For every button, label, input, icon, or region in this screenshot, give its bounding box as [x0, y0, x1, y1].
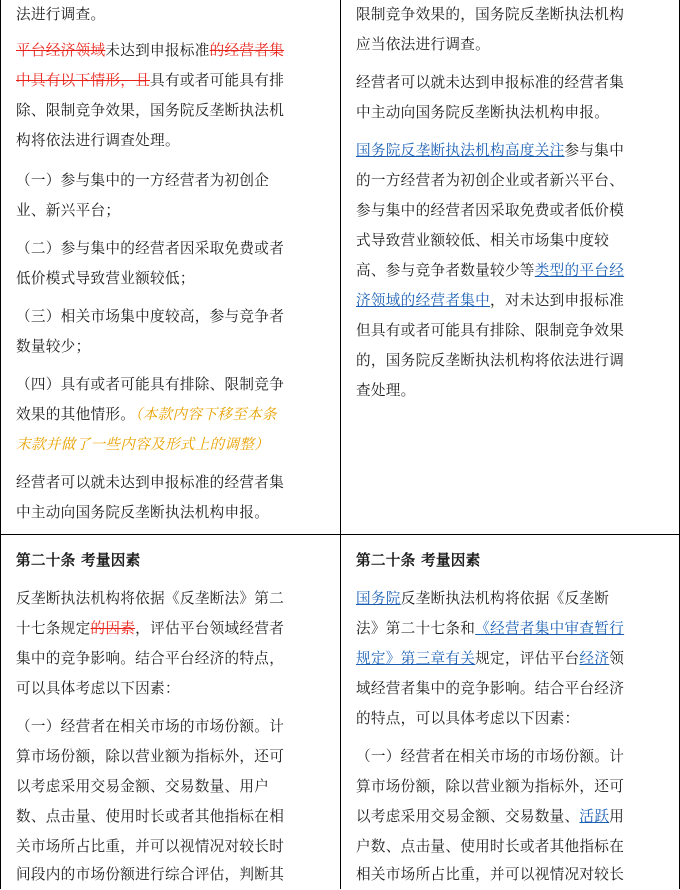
text-line [16, 66, 284, 96]
text-line: （一）经营者在相关市场的市场份额。计 [16, 718, 285, 735]
text-span: ，对未达到申报标准 [490, 292, 625, 309]
text-line: 除、限制竞争效果，国务院反垄断执法机 [16, 102, 285, 119]
editor-note: 末款并做了一些内容及形式上的调整） [16, 436, 270, 453]
inserted-text: 《经营者集中审查暂行 [475, 620, 625, 637]
text-line: 关市场所占比重，并可以视情况对较长时 [16, 838, 285, 855]
text-line: 间段内的市场份额进行综合评估，判断其 [16, 866, 285, 883]
text-line: 的，国务院反垄断执法机构将依法进行调 [356, 352, 625, 369]
text-span: 十七条规定 [16, 620, 91, 637]
text-line: 低价模式导致营业额较低； [16, 270, 195, 287]
text-line: （四）具有或者可能具有排除、限制竞争 [16, 376, 285, 393]
article-title: 第二十条 考量因素 [16, 552, 141, 569]
deleted-text: 的因素 [90, 620, 136, 637]
text-span: 规定，评估平台 [475, 650, 580, 667]
text-span: 具有或者可能具有排 [150, 72, 285, 89]
text-line [16, 36, 284, 66]
editor-note: （本款内容下移至本条 [135, 406, 277, 423]
text-line: 式导致营业额较低、相关市场集中度较 [356, 232, 610, 249]
text-line: 数、点击量、使用时长或者其他指标在相 [16, 808, 285, 825]
text-line: 中主动向国务院反垄断执法机构申报。 [356, 104, 610, 121]
text-line: 法进行调查。 [16, 6, 106, 23]
text-line: 算市场份额，除以营业额为指标外，还可 [16, 748, 285, 765]
text-line: （二）参与集中的经营者因采取免费或者 [16, 240, 285, 257]
text-span: 高、参与竞争者数量较少等 [356, 262, 535, 279]
text-span: 反垄断执法机构将依据《反垄断 [400, 590, 610, 607]
text-line: 参与集中的经营者因采取免费或者低价模 [356, 202, 625, 219]
text-span: 参与集中 [564, 142, 625, 159]
text-line [356, 584, 609, 614]
text-line: 相关市场所占比重，并可以视情况对较长 [356, 866, 625, 883]
text-line: （一）经营者在相关市场的市场份额。计 [356, 748, 625, 765]
inserted-text: 规定》第三章有关 [356, 650, 476, 667]
table-border-middle [340, 0, 341, 889]
text-line: 的一方经营者为初创企业或者新兴平台、 [356, 172, 625, 189]
text-line [356, 802, 624, 832]
inserted-text: 经济 [579, 650, 610, 667]
text-span: 法》第二十七条和 [356, 620, 476, 637]
text-line: 集中的竞争影响。结合平台经济的特点， [16, 650, 285, 667]
text-span: 用 [609, 808, 625, 825]
deleted-text: 的经营者集 [209, 42, 285, 59]
text-line [356, 136, 624, 166]
inserted-text: 活跃 [579, 808, 610, 825]
text-line: 查处理。 [356, 382, 416, 399]
table-border-left [0, 0, 1, 889]
text-span: 未达到申报标准 [105, 42, 210, 59]
deleted-text: 中具有以下情形，且 [16, 72, 151, 89]
text-line: 算市场份额，除以营业额为指标外，还可 [356, 778, 625, 795]
inserted-text: 国务院 [356, 590, 401, 607]
text-line: 户数、点击量、使用时长或者其他指标在 [356, 838, 625, 855]
inserted-text: 国务院反垄断执法机构高度关注 [356, 142, 565, 159]
text-line [356, 256, 624, 286]
text-line: 应当依法进行调查。 [356, 36, 491, 53]
inserted-text: 类型的平台经 [534, 262, 625, 279]
table-row-divider [0, 534, 680, 535]
text-line: 数量较少； [16, 338, 91, 355]
text-line: （三）相关市场集中度较高，参与竞争者 [16, 308, 285, 325]
text-span: 效果的其他情形。 [16, 406, 136, 423]
text-line: （一）参与集中的一方经营者为初创企 [16, 172, 270, 189]
text-span: 以考虑采用交易金额、交易数量、 [356, 808, 580, 825]
text-line: 经营者可以就未达到申报标准的经营者集 [16, 474, 285, 491]
inserted-text: 济领域的经营者集中 [356, 292, 491, 309]
text-line [356, 644, 624, 674]
text-line: 经营者可以就未达到申报标准的经营者集 [356, 74, 625, 91]
text-line: 的特点，可以具体考虑以下因素： [356, 710, 580, 727]
article-title: 第二十条 考量因素 [356, 552, 481, 569]
text-line: 域经营者集中的竞争影响。结合平台经济 [356, 680, 625, 697]
text-line [16, 614, 284, 644]
text-line: 可以具体考虑以下因素： [16, 680, 180, 697]
text-line [356, 614, 624, 644]
text-span: 领 [609, 650, 625, 667]
text-span: ，评估平台领域经营者 [135, 620, 285, 637]
deleted-text: 平台经济领域 [16, 42, 106, 59]
text-line [16, 430, 269, 460]
text-line: 业、新兴平台； [16, 202, 121, 219]
text-line: 限制竞争效果的，国务院反垄断执法机构 [356, 6, 625, 23]
text-line [16, 400, 277, 430]
text-line: 以考虑采用交易金额、交易数量、用户 [16, 778, 270, 795]
text-line: 中主动向国务院反垄断执法机构申报。 [16, 504, 270, 521]
text-line: 构将依法进行调查处理。 [16, 132, 180, 149]
text-line [356, 286, 624, 316]
text-line: 反垄断执法机构将依据《反垄断法》第二 [16, 590, 285, 607]
text-line: 但具有或者可能具有排除、限制竞争效果 [356, 322, 625, 339]
